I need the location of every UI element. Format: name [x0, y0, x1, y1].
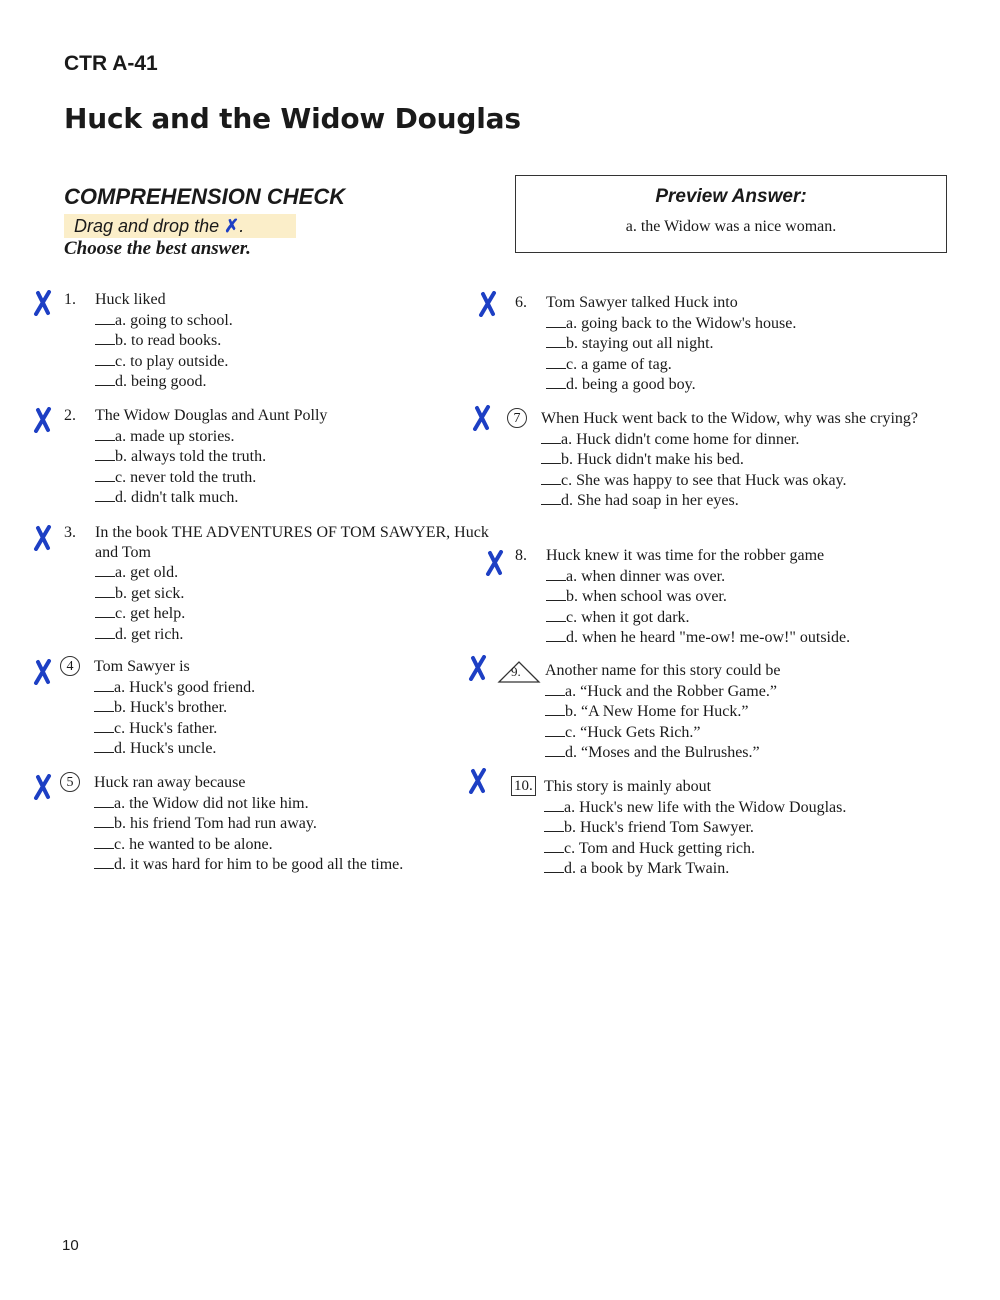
question-10	[511, 777, 951, 879]
circled-number: 5	[60, 772, 80, 792]
answer-option-text: c. a game of tag.	[566, 355, 672, 373]
answer-option[interactable]	[497, 681, 937, 702]
question-number-circled	[60, 772, 80, 792]
answer-blank[interactable]	[95, 487, 115, 502]
drag-instruction	[64, 214, 296, 238]
draggable-x-mark-icon[interactable]	[468, 768, 488, 794]
answer-option[interactable]	[497, 701, 937, 722]
question-stem: Tom Sawyer is	[94, 658, 190, 675]
answer-option[interactable]	[60, 718, 480, 739]
answer-option[interactable]	[511, 858, 951, 879]
answer-option-text: d. when he heard "me-ow! me-ow!" outside.	[566, 629, 851, 646]
answer-blank[interactable]	[95, 371, 115, 386]
answer-option-text: a. Huck's new life with the Widow Douglas.	[564, 798, 847, 816]
circled-number: 7	[507, 408, 527, 428]
answer-blank[interactable]	[541, 470, 561, 485]
question-number: 6.	[515, 294, 527, 311]
answer-option-text: b. when school was over.	[566, 588, 727, 605]
answer-option[interactable]	[64, 426, 484, 447]
answer-option[interactable]	[60, 738, 480, 759]
answer-option-text: a. “Huck and the Robber Game.”	[565, 682, 777, 700]
answer-option[interactable]	[515, 354, 945, 375]
answer-option[interactable]	[497, 742, 937, 763]
question-8	[515, 546, 945, 648]
answer-blank[interactable]	[545, 701, 565, 716]
answer-option-text: a. Huck didn't come home for dinner.	[561, 430, 800, 448]
answer-option-text: b. Huck didn't make his bed.	[561, 451, 744, 468]
answer-option-text: b. his friend Tom had run away.	[114, 815, 317, 832]
answer-option-text: d. She had soap in her eyes.	[561, 492, 739, 509]
page-number: 10	[62, 1237, 79, 1254]
draggable-x-mark-icon[interactable]	[478, 291, 498, 317]
draggable-x-mark-icon[interactable]	[33, 525, 53, 551]
question-stem: In the book THE ADVENTURES OF TOM SAWYER, Huck and Tom	[95, 524, 489, 561]
answer-option-text: a. Huck's good friend.	[114, 678, 256, 696]
answer-option-text: c. to play outside.	[115, 352, 229, 370]
answer-option[interactable]	[64, 446, 484, 467]
answer-option-text: d. Huck's uncle.	[114, 740, 217, 757]
question-4	[60, 657, 480, 759]
answer-option-text: a. going back to the Widow's house.	[566, 314, 797, 332]
answer-option-text: d. it was hard for him to be good all the time.	[114, 856, 404, 873]
answer-option[interactable]	[64, 624, 494, 645]
answer-option-text: c. never told the truth.	[115, 468, 257, 486]
question-7	[507, 409, 947, 511]
answer-option[interactable]	[515, 586, 945, 607]
question-1	[64, 290, 484, 392]
answer-blank[interactable]	[546, 333, 566, 348]
question-stem: Huck knew it was time for the robber game	[546, 547, 825, 564]
question-stem: Huck liked	[95, 291, 166, 308]
preview-answer-box	[515, 175, 947, 253]
question-stem: Another name for this story could be	[545, 662, 781, 679]
answer-option-text: a. when dinner was over.	[566, 567, 726, 585]
answer-blank[interactable]	[95, 310, 115, 325]
answer-option[interactable]	[64, 467, 484, 488]
answer-option[interactable]	[64, 583, 494, 604]
answer-option-text: c. Tom and Huck getting rich.	[564, 839, 755, 857]
answer-option[interactable]	[60, 854, 500, 875]
preview-answer: a. the Widow was a nice woman.	[625, 218, 837, 235]
lesson-code: CTR A-41	[64, 52, 158, 75]
answer-option-text: a. the Widow did not like him.	[114, 794, 309, 812]
answer-option-text: d. get rich.	[115, 625, 184, 643]
answer-blank[interactable]	[541, 449, 561, 464]
answer-option-text: d. “Moses and the Bulrushes.”	[565, 744, 760, 761]
answer-option[interactable]	[515, 313, 945, 334]
answer-blank[interactable]	[544, 838, 564, 853]
answer-blank[interactable]	[95, 624, 115, 639]
answer-option-text: d. a book by Mark Twain.	[564, 860, 730, 877]
answer-blank[interactable]	[546, 374, 566, 389]
answer-option-text: a. made up stories.	[115, 427, 235, 445]
answer-option[interactable]	[60, 834, 500, 855]
answer-blank[interactable]	[544, 797, 564, 812]
answer-option[interactable]	[64, 330, 484, 351]
question-9	[497, 661, 937, 763]
answer-blank[interactable]	[95, 330, 115, 345]
answer-option[interactable]	[64, 562, 494, 583]
question-6	[515, 293, 945, 395]
answer-option[interactable]	[507, 490, 947, 511]
answer-blank[interactable]	[545, 722, 565, 737]
answer-blank[interactable]	[546, 354, 566, 369]
answer-blank[interactable]	[546, 586, 566, 601]
answer-option[interactable]	[511, 817, 951, 838]
answer-blank[interactable]	[95, 426, 115, 441]
answer-option[interactable]	[507, 449, 947, 470]
answer-option-text: c. Huck's father.	[114, 719, 218, 737]
question-stem: When Huck went back to the Widow, why was she crying?	[541, 410, 919, 427]
answer-option[interactable]	[60, 813, 500, 834]
answer-option[interactable]	[507, 429, 947, 450]
answer-option[interactable]	[60, 793, 500, 814]
section-heading: COMPREHENSION CHECK	[64, 184, 346, 209]
preview-heading: Preview Answer:	[655, 186, 807, 207]
choose-instruction: Choose the best answer.	[64, 238, 251, 259]
answer-blank[interactable]	[95, 603, 115, 618]
question-number-triangle	[497, 660, 537, 688]
answer-option[interactable]	[515, 333, 945, 354]
answer-option[interactable]	[60, 677, 480, 698]
answer-blank[interactable]	[95, 583, 115, 598]
x-mark-icon: ✗	[224, 216, 240, 236]
answer-option-text: d. being a good boy.	[566, 376, 696, 393]
answer-blank[interactable]	[94, 718, 114, 733]
answer-blank[interactable]	[95, 446, 115, 461]
question-number: 3.	[64, 524, 76, 541]
answer-blank[interactable]	[94, 813, 114, 828]
answer-option-text: c. when it got dark.	[566, 608, 690, 626]
answer-blank[interactable]	[541, 490, 561, 505]
draggable-x-mark-icon[interactable]	[472, 405, 492, 431]
triangle-number: 9.	[511, 664, 521, 679]
answer-option[interactable]	[507, 470, 947, 491]
boxed-number: 10.	[511, 776, 536, 796]
answer-blank[interactable]	[95, 562, 115, 577]
question-number-boxed	[511, 776, 536, 796]
answer-blank[interactable]	[95, 351, 115, 366]
answer-option-text: c. get help.	[115, 605, 186, 622]
answer-blank[interactable]	[541, 429, 561, 444]
answer-blank[interactable]	[94, 677, 114, 692]
question-stem: The Widow Douglas and Aunt Polly	[95, 407, 328, 424]
draggable-x-mark-icon[interactable]	[33, 407, 53, 433]
drag-instruction-text: Drag and drop the	[74, 216, 220, 236]
question-3	[64, 523, 494, 644]
question-number-circled	[60, 656, 80, 676]
answer-blank[interactable]	[94, 738, 114, 753]
answer-option-text: a. get old.	[115, 564, 179, 581]
answer-option[interactable]	[511, 797, 951, 818]
question-2	[64, 406, 484, 508]
answer-option-text: c. he wanted to be alone.	[114, 835, 273, 853]
answer-option-text: b. get sick.	[115, 584, 185, 602]
question-number: 1.	[64, 291, 76, 308]
circled-number: 4	[60, 656, 80, 676]
answer-option-text: d. didn't talk much.	[115, 489, 239, 506]
draggable-x-mark-icon[interactable]	[33, 290, 53, 316]
answer-option[interactable]	[64, 487, 484, 508]
answer-option[interactable]	[515, 374, 945, 395]
question-stem: This story is mainly about	[544, 778, 712, 795]
answer-option[interactable]	[497, 722, 937, 743]
answer-option[interactable]	[515, 566, 945, 587]
answer-blank[interactable]	[544, 817, 564, 832]
answer-option[interactable]	[515, 627, 945, 648]
answer-blank[interactable]	[546, 566, 566, 581]
draggable-x-mark-icon[interactable]	[33, 659, 53, 685]
answer-blank[interactable]	[546, 313, 566, 328]
answer-blank[interactable]	[94, 793, 114, 808]
answer-option[interactable]	[64, 351, 484, 372]
answer-blank[interactable]	[94, 697, 114, 712]
answer-blank[interactable]	[544, 858, 564, 873]
answer-option[interactable]	[64, 310, 484, 331]
drag-instruction-dot: .	[239, 216, 245, 236]
answer-blank[interactable]	[545, 681, 565, 696]
answer-option[interactable]	[511, 838, 951, 859]
answer-option-text: b. “A New Home for Huck.”	[565, 703, 749, 720]
answer-option[interactable]	[64, 603, 494, 624]
question-5	[60, 773, 500, 875]
answer-option-text: b. Huck's friend Tom Sawyer.	[564, 819, 754, 836]
answer-option[interactable]	[515, 607, 945, 628]
question-number: 2.	[64, 407, 76, 424]
page-title: Huck and the Widow Douglas	[64, 102, 521, 135]
answer-option-text: b. staying out all night.	[566, 335, 714, 352]
question-stem: Tom Sawyer talked Huck into	[546, 294, 738, 311]
answer-blank[interactable]	[546, 607, 566, 622]
draggable-x-mark-icon[interactable]	[468, 655, 488, 681]
answer-option-text: b. Huck's brother.	[114, 699, 228, 716]
answer-blank[interactable]	[546, 627, 566, 642]
draggable-x-mark-icon[interactable]	[485, 550, 505, 576]
question-number-circled	[507, 408, 527, 428]
answer-option-text: c. She was happy to see that Huck was okay.	[561, 471, 847, 489]
answer-blank[interactable]	[545, 742, 565, 757]
question-stem: Huck ran away because	[94, 774, 246, 791]
answer-option-text: d. being good.	[115, 373, 207, 390]
answer-option-text: c. “Huck Gets Rich.”	[565, 723, 701, 741]
answer-blank[interactable]	[95, 467, 115, 482]
answer-option-text: b. always told the truth.	[115, 448, 267, 465]
question-number: 8.	[515, 547, 527, 564]
answer-option[interactable]	[64, 371, 484, 392]
draggable-x-mark-icon[interactable]	[33, 774, 53, 800]
answer-option[interactable]	[60, 697, 480, 718]
answer-blank[interactable]	[94, 834, 114, 849]
answer-option-text: a. going to school.	[115, 311, 233, 329]
answer-blank[interactable]	[94, 854, 114, 869]
answer-option-text: b. to read books.	[115, 332, 222, 349]
